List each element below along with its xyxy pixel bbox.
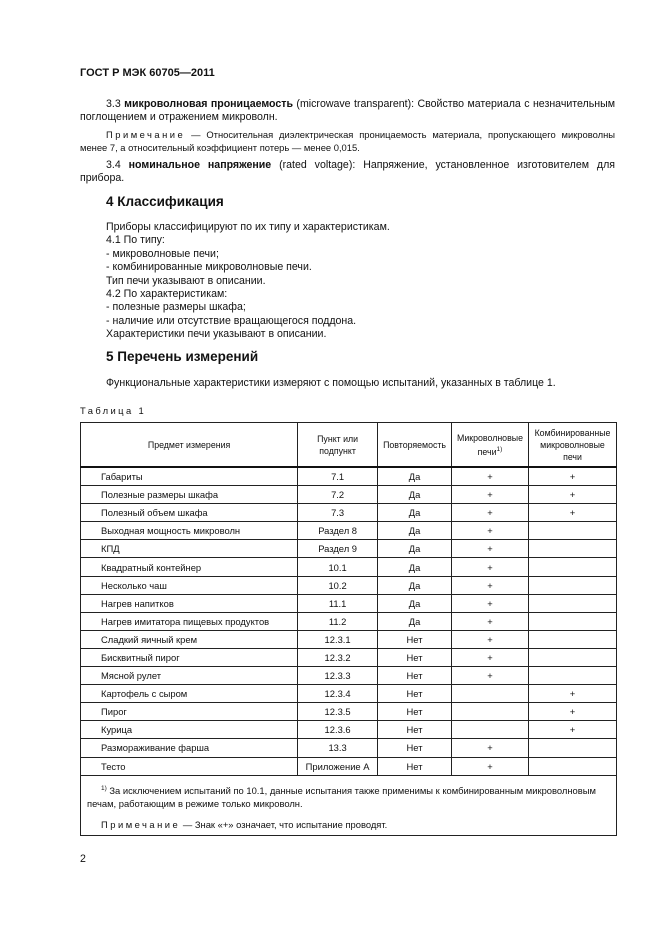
cell-clause: 10.2	[298, 576, 378, 594]
cell-combination	[529, 522, 617, 540]
cell-microwave: +	[452, 757, 529, 775]
table-row	[81, 522, 617, 540]
cell-clause: 11.1	[298, 594, 378, 612]
header-clause: Пункт или подпункт	[298, 423, 378, 468]
clause-3-3	[80, 98, 615, 124]
note-label: Примечание	[106, 129, 186, 140]
cell-subject: Курица	[81, 721, 298, 739]
table-caption: Таблица 1	[80, 405, 147, 416]
list-line: Характеристики печи указывают в описании.	[106, 328, 327, 341]
cell-combination	[529, 648, 617, 666]
definition: (microwave transparent): Свойство материала с незначительным поглощением и отражением микроволн.	[80, 98, 615, 123]
header-combination-ovens: Комбинированные микроволновые печи	[529, 423, 617, 468]
clause-number: 3.3	[106, 98, 121, 110]
cell-combination	[529, 739, 617, 757]
cell-combination	[529, 594, 617, 612]
cell-microwave: +	[452, 667, 529, 685]
list-line: - наличие или отсутствие вращающегося поддона.	[106, 314, 357, 327]
cell-repeatability: Нет	[378, 757, 452, 775]
cell-repeatability: Нет	[378, 739, 452, 757]
cell-clause: Раздел 8	[298, 522, 378, 540]
table-row	[81, 504, 617, 522]
cell-repeatability: Да	[378, 540, 452, 558]
cell-clause: Приложение А	[298, 757, 378, 775]
cell-microwave: +	[452, 467, 529, 486]
cell-subject: Размораживание фарша	[81, 739, 298, 757]
cell-subject: Картофель с сыром	[81, 685, 298, 703]
cell-clause: 10.1	[298, 558, 378, 576]
cell-clause: 12.3.6	[298, 721, 378, 739]
footnote-mark: 1)	[101, 784, 107, 792]
cell-repeatability: Да	[378, 594, 452, 612]
list-line: 4.2 По характеристикам:	[106, 288, 228, 301]
cell-clause: 13.3	[298, 739, 378, 757]
list-line: Тип печи указывают в описании.	[106, 274, 266, 287]
table-row	[81, 576, 617, 594]
cell-subject: Полезный объем шкафа	[81, 504, 298, 522]
cell-combination: +	[529, 504, 617, 522]
cell-repeatability: Да	[378, 522, 452, 540]
cell-repeatability: Нет	[378, 703, 452, 721]
cell-combination: +	[529, 467, 617, 486]
note-label: Примечание	[101, 818, 181, 830]
cell-clause: 12.3.1	[298, 630, 378, 648]
note-text: — Знак «+» означает, что испытание проводят.	[182, 818, 388, 830]
table-footnote-row	[81, 775, 617, 835]
table-row	[81, 540, 617, 558]
header-microwave-ovens	[452, 423, 529, 468]
cell-microwave	[452, 685, 529, 703]
page-number: 2	[80, 853, 86, 865]
cell-clause: 7.1	[298, 467, 378, 486]
table-row	[81, 594, 617, 612]
cell-subject: Квадратный контейнер	[81, 558, 298, 576]
cell-combination: +	[529, 703, 617, 721]
cell-microwave: +	[452, 739, 529, 757]
cell-microwave: +	[452, 630, 529, 648]
definition: (rated voltage): Напряжение, установленное изготовителем для прибора.	[80, 159, 615, 184]
cell-repeatability: Да	[378, 467, 452, 486]
table-row	[81, 721, 617, 739]
clause-3-4	[80, 159, 615, 185]
cell-microwave: +	[452, 540, 529, 558]
section-5-title: 5 Перечень измерений	[106, 349, 259, 364]
table-note	[87, 818, 610, 831]
cell-combination	[529, 757, 617, 775]
cell-repeatability: Да	[378, 504, 452, 522]
table-row	[81, 667, 617, 685]
cell-repeatability: Нет	[378, 630, 452, 648]
cell-combination	[529, 630, 617, 648]
list-line: - микроволновые печи;	[106, 247, 219, 260]
cell-subject: Несколько чаш	[81, 576, 298, 594]
cell-subject: КПД	[81, 540, 298, 558]
cell-microwave: +	[452, 504, 529, 522]
table-row	[81, 558, 617, 576]
table-row	[81, 467, 617, 486]
cell-microwave: +	[452, 486, 529, 504]
cell-combination	[529, 540, 617, 558]
cell-microwave	[452, 703, 529, 721]
cell-subject: Нагрев имитатора пищевых продуктов	[81, 612, 298, 630]
cell-clause: 7.2	[298, 486, 378, 504]
cell-subject: Мясной рулет	[81, 667, 298, 685]
cell-microwave: +	[452, 612, 529, 630]
cell-repeatability: Да	[378, 612, 452, 630]
header-subject: Предмет измерения	[81, 423, 298, 468]
measurements-table	[80, 422, 617, 836]
cell-clause: 12.3.4	[298, 685, 378, 703]
footnote-text: За исключением испытаний по 10.1, данные испытания также применимы к комбинированным микроволновым печам, работающим в режиме только микроволн.	[87, 784, 596, 809]
cell-microwave: +	[452, 648, 529, 666]
footnote-ref: 1)	[496, 445, 503, 453]
cell-clause: 12.3.2	[298, 648, 378, 666]
cell-combination	[529, 612, 617, 630]
table-row	[81, 612, 617, 630]
table-row	[81, 486, 617, 504]
cell-subject: Пирог	[81, 703, 298, 721]
classification-list	[106, 221, 390, 342]
cell-repeatability: Нет	[378, 648, 452, 666]
cell-combination: +	[529, 685, 617, 703]
table-row	[81, 685, 617, 703]
footnote	[87, 782, 610, 810]
cell-microwave: +	[452, 558, 529, 576]
table-row	[81, 630, 617, 648]
cell-subject: Выходная мощность микроволн	[81, 522, 298, 540]
table-footnote	[81, 775, 617, 835]
cell-subject: Габариты	[81, 467, 298, 486]
cell-subject: Бисквитный пирог	[81, 648, 298, 666]
table-row	[81, 648, 617, 666]
section-5-intro: Функциональные характеристики измеряют с помощью испытаний, указанных в таблице 1.	[106, 377, 556, 389]
table-row	[81, 703, 617, 721]
cell-microwave: +	[452, 576, 529, 594]
cell-repeatability: Да	[378, 486, 452, 504]
cell-combination	[529, 576, 617, 594]
cell-microwave: +	[452, 522, 529, 540]
header-repeatability: Повторяемость	[378, 423, 452, 468]
cell-combination	[529, 558, 617, 576]
list-line: - комбинированные микроволновые печи.	[106, 261, 312, 274]
cell-repeatability: Да	[378, 576, 452, 594]
table-row	[81, 757, 617, 775]
cell-combination: +	[529, 721, 617, 739]
cell-combination: +	[529, 486, 617, 504]
cell-subject: Сладкий яичный крем	[81, 630, 298, 648]
cell-repeatability: Да	[378, 558, 452, 576]
cell-clause: 12.3.3	[298, 667, 378, 685]
cell-subject: Нагрев напитков	[81, 594, 298, 612]
list-line: 4.1 По типу:	[106, 234, 165, 247]
cell-clause: 11.2	[298, 612, 378, 630]
cell-clause: Раздел 9	[298, 540, 378, 558]
cell-combination	[529, 667, 617, 685]
cell-repeatability: Нет	[378, 721, 452, 739]
term: микроволновая проницаемость	[124, 98, 293, 110]
term: номинальное напряжение	[128, 159, 272, 171]
list-line: - полезные размеры шкафа;	[106, 301, 246, 314]
cell-microwave: +	[452, 594, 529, 612]
clause-number: 3.4	[106, 159, 121, 171]
section-4-title: 4 Классификация	[106, 194, 224, 209]
note-3-3	[80, 128, 615, 154]
cell-repeatability: Нет	[378, 685, 452, 703]
note-text: — Относительная диэлектрическая проницаемость материала, пропускающего микроволны менее 7, а относительный коэффициент потерь — менее 0,015.	[80, 129, 615, 153]
cell-repeatability: Нет	[378, 667, 452, 685]
header-text: Микроволновые печи	[457, 432, 523, 457]
cell-clause: 12.3.5	[298, 703, 378, 721]
cell-microwave	[452, 721, 529, 739]
table-row	[81, 739, 617, 757]
cell-subject: Полезные размеры шкафа	[81, 486, 298, 504]
cell-subject: Тесто	[81, 757, 298, 775]
table-header-row	[81, 423, 617, 468]
document-header: ГОСТ Р МЭК 60705—2011	[80, 67, 215, 79]
cell-clause: 7.3	[298, 504, 378, 522]
list-line: Приборы классифицируют по их типу и характеристикам.	[106, 221, 390, 233]
